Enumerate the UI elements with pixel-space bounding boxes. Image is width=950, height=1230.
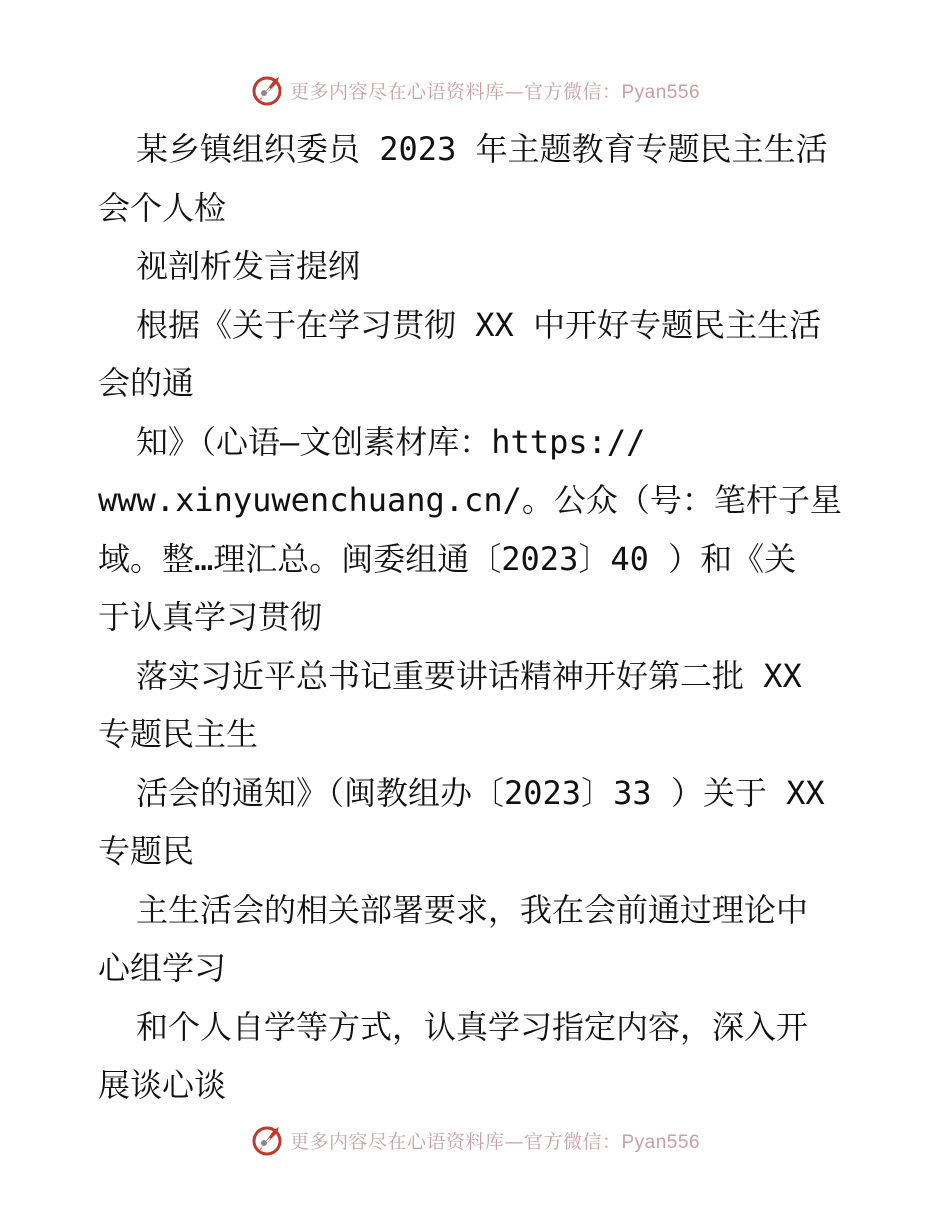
footer-banner-text: 更多内容尽在心语资料库—官方微信：Pyan556	[289, 1130, 701, 1153]
text-line: 心组学习	[98, 949, 227, 987]
text-line: 活会的通知》（闽教组办〔2023〕33 ）关于 XX	[136, 773, 825, 812]
quill-pen-logo-icon	[250, 1122, 286, 1158]
text-line: 于认真学习贯彻	[98, 598, 323, 636]
text-line: 根据《关于在学习贯彻 XX 中开好专题民主生活	[136, 305, 822, 344]
text-line: 落实习近平总书记重要讲话精神开好第二批 XX	[136, 656, 802, 695]
text-line: 专题民主生	[98, 715, 259, 753]
document-body	[98, 120, 858, 1115]
text-line: 知》（心语—文创素材库：https://	[136, 422, 646, 461]
text-line: 和个人自学等方式，认真学习指定内容，深入开	[136, 1007, 809, 1046]
text-line: 会的通	[98, 364, 195, 402]
text-line: 某乡镇组织委员 2023 年主题教育专题民主生活	[136, 130, 828, 168]
footer-banner	[0, 1120, 950, 1160]
text-line: 域。整…理汇总。闽委组通〔2023〕40 ）和《关	[98, 539, 797, 578]
text-line: 主生活会的相关部署要求，我在会前通过理论中	[136, 890, 809, 929]
header-banner-text: 更多内容尽在心语资料库—官方微信：Pyan556	[289, 80, 701, 103]
text-line: 专题民	[98, 832, 195, 870]
text-line: www.xinyuwenchuang.cn/。公众（号：笔杆子星	[98, 481, 842, 519]
footer-wechat-id: Pyan556	[621, 1131, 701, 1153]
header-wechat-id: Pyan556	[621, 81, 701, 103]
text-line: 视剖析发言提纲	[136, 247, 361, 285]
text-line: 会个人检	[98, 188, 227, 227]
header-banner	[0, 70, 950, 110]
quill-pen-logo-icon	[250, 72, 286, 108]
text-line: 展谈心谈	[98, 1066, 227, 1104]
